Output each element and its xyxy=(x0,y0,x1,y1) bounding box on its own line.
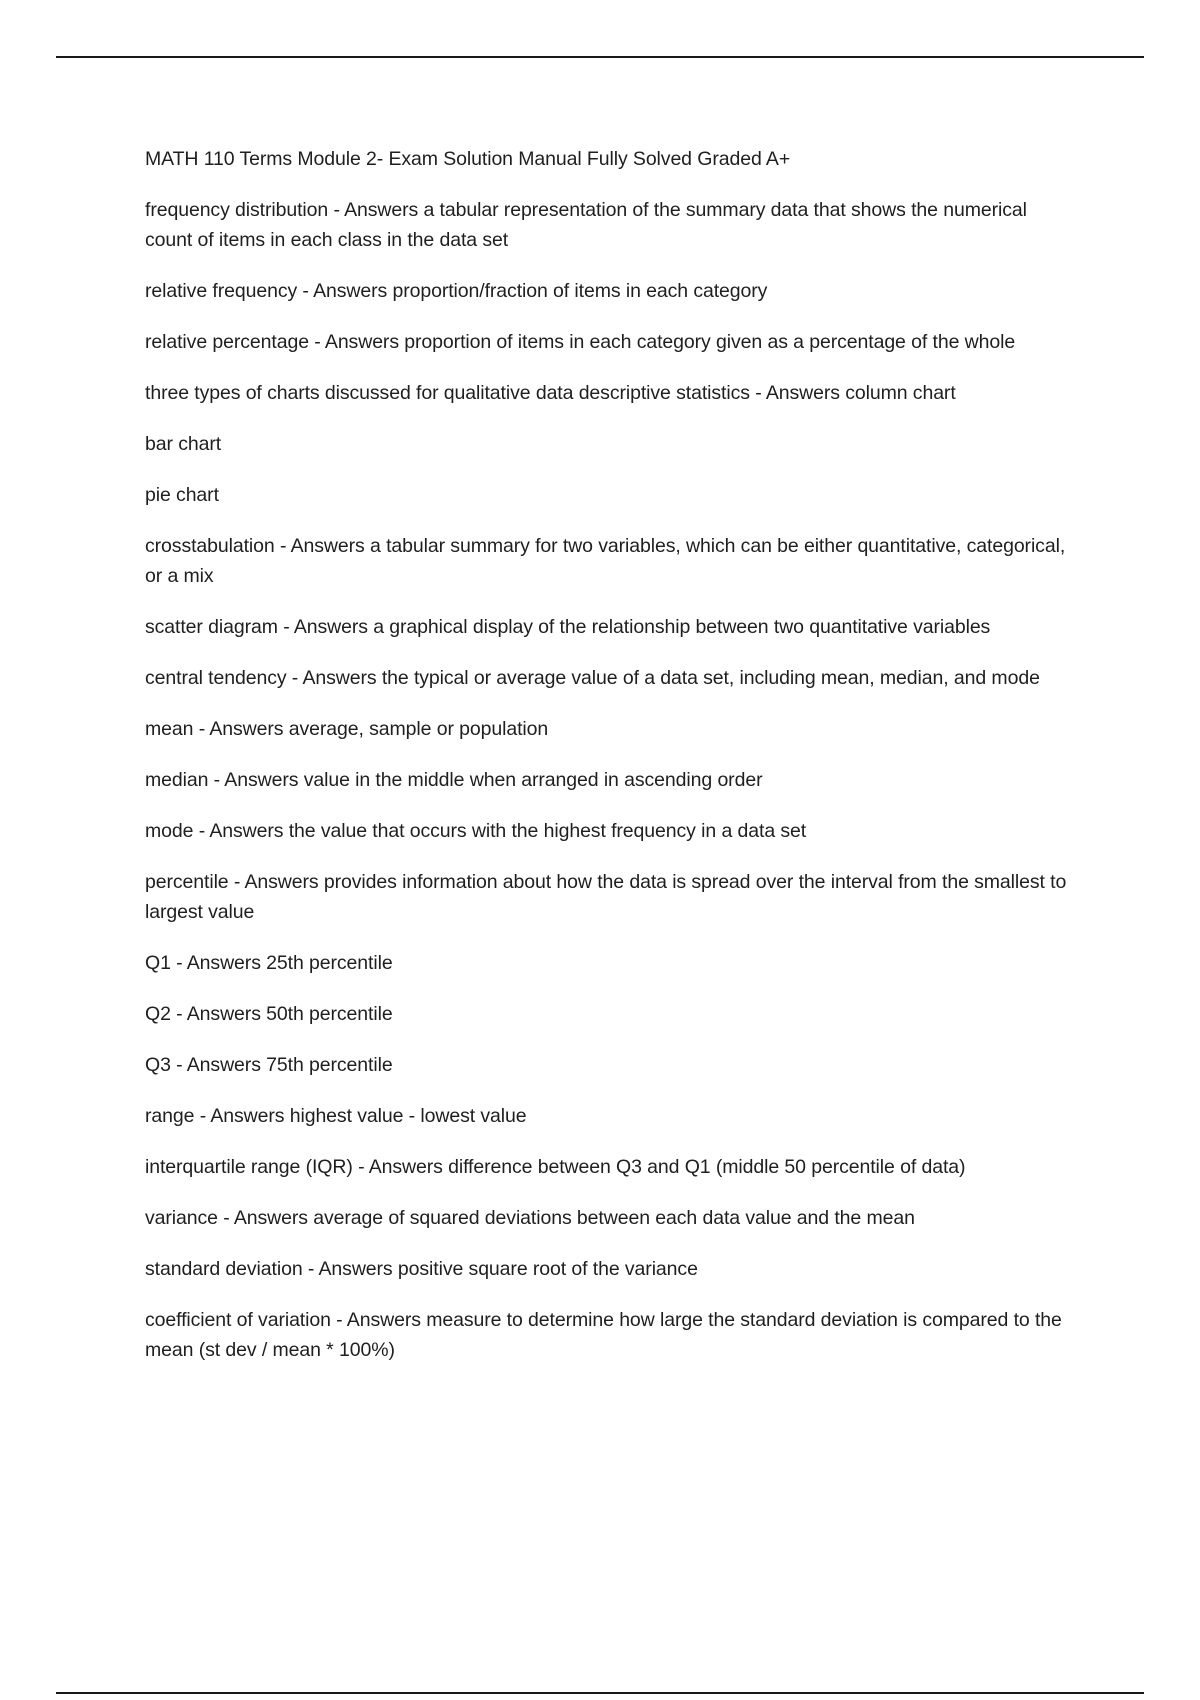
entry-scatter-diagram: scatter diagram - Answers a graphical display of the relationship between two quantitative variables xyxy=(145,616,991,638)
entry-central-tendency: central tendency - Answers the typical or average value of a data set, including mean, median, and mode xyxy=(145,667,1040,689)
entry-chart-types: three types of charts discussed for qualitative data descriptive statistics - Answers column chart xyxy=(145,382,956,404)
entry-median: median - Answers value in the middle when arranged in ascending order xyxy=(145,769,763,791)
entry-q2: Q2 - Answers 50th percentile xyxy=(145,1003,393,1025)
entry-range: range - Answers highest value - lowest value xyxy=(145,1105,527,1127)
entry-coefficient-of-variation: coefficient of variation - Answers measure to determine how large the standard deviation is compared to the mean (st dev / mean * 100%) xyxy=(145,1309,1062,1361)
document-title: MATH 110 Terms Module 2- Exam Solution Manual Fully Solved Graded A+ xyxy=(145,148,791,170)
entry-pie-chart: pie chart xyxy=(145,484,219,506)
entry-mode: mode - Answers the value that occurs with the highest frequency in a data set xyxy=(145,820,807,842)
entry-crosstabulation: crosstabulation - Answers a tabular summary for two variables, which can be either quantitative, categorical, or a mix xyxy=(145,535,1066,587)
entry-relative-percentage: relative percentage - Answers proportion of items in each category given as a percentage of the whole xyxy=(145,331,1016,353)
entry-q3: Q3 - Answers 75th percentile xyxy=(145,1054,393,1076)
entry-variance: variance - Answers average of squared deviations between each data value and the mean xyxy=(145,1207,915,1229)
header-rule xyxy=(56,56,1144,58)
entry-bar-chart: bar chart xyxy=(145,433,222,455)
document-body xyxy=(145,144,1075,1386)
entry-relative-frequency: relative frequency - Answers proportion/fraction of items in each category xyxy=(145,280,768,302)
entry-frequency-distribution: frequency distribution - Answers a tabular representation of the summary data that shows the numerical count of items in each class in the data set xyxy=(145,199,1027,251)
footer-rule xyxy=(56,1692,1144,1694)
entry-interquartile-range: interquartile range (IQR) - Answers difference between Q3 and Q1 (middle 50 percentile of data) xyxy=(145,1156,966,1178)
entry-mean: mean - Answers average, sample or population xyxy=(145,718,549,740)
entry-q1: Q1 - Answers 25th percentile xyxy=(145,952,393,974)
entry-standard-deviation: standard deviation - Answers positive square root of the variance xyxy=(145,1258,698,1280)
entry-percentile: percentile - Answers provides information about how the data is spread over the interval from the smallest to largest value xyxy=(145,871,1067,923)
